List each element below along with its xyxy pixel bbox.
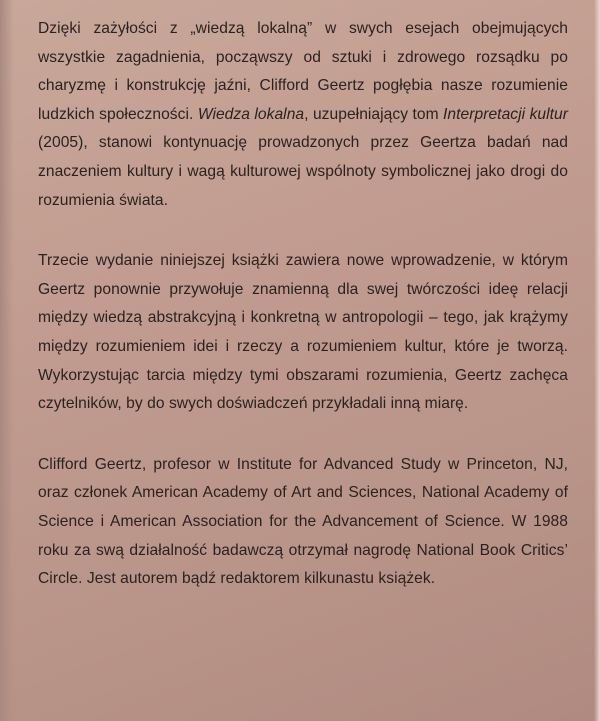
back-cover-text (38, 15, 568, 594)
book-title: Wiedza lokalna (197, 105, 305, 123)
related-book-title: Interpretacji kultur (443, 105, 569, 123)
paragraph-author-bio: Clifford Geertz, profesor w Institute for Advanced Study w Princeton, NJ, oraz członek American Academy of Art and Sciences, National Academy of Science i American Association for the Advancement of Science. W 1988 roku za swą działalność badawczą otrzymał nagrodę National Book Critics’ Circle. Jest autorem bądź redaktorem kilkunastu książek. (38, 455, 568, 588)
paragraph1-part3: (2005), stanowi kontynuację prowadzonych przez Geertza badań nad znaczeniem kultury i wagą kulturowej wspólnoty symbolicznej jako drogi do rozumienia świata. (38, 134, 568, 209)
paragraph1-part1: Dzięki zażyłości z „wiedzą lokalną” w swych esejach obejmujących wszystkie zagadnienia, począwszy od sztuki i zdrowego rozsądku po charyzmę i konstrukcję jaźni, Clifford Geertz pogłębia nasze rozumienie ludzkich społeczności. (38, 20, 568, 123)
paragraph-third-edition: Trzecie wydanie niniejszej książki zawiera nowe wprowadzenie, w którym Geertz ponownie przywołuje znamienną dla swej twórczości ideę relacji między wiedzą abstrakcyjną i konkretną w antropologii – tego, jak krążymy między rozumieniem idei i rzeczy a rozumieniem kultur, które je tworzą. Wykorzystując tarcia między tymi obszarami rozumienia, Geertz zachęca czytelników, by do swych doświadczeń przykładali inną miarę. (38, 252, 568, 413)
paragraph1-part2: , uzupełniający tom (304, 105, 444, 123)
cover-right-edge-highlight (594, 0, 600, 721)
paragraph-local-knowledge (38, 15, 568, 215)
cover-left-edge-shadow (0, 0, 14, 721)
